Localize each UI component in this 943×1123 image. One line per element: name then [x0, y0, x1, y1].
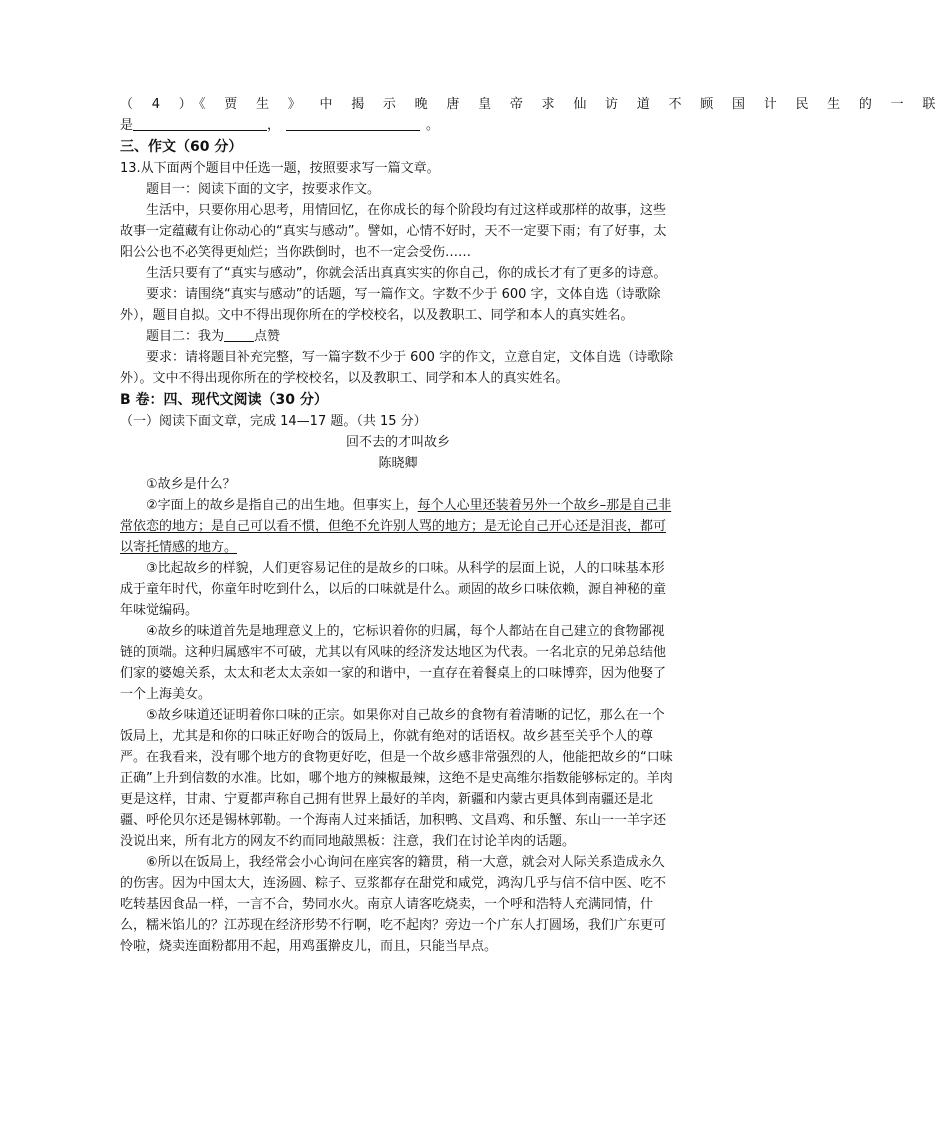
article-paragraph-1: ①故乡是什么？ — [146, 477, 236, 492]
topic2-title-end: 点赞 — [254, 329, 281, 344]
underlined-sentence: 每个人心里还装着另外一个故乡–那是自己非常依恋的地方；是自己可以看不惯，但绝不允许别人骂的地方；是无论自己开心还是泪丧，都可以寄托情感的地方。 — [120, 498, 672, 555]
q4-prefix: 是 — [120, 118, 134, 133]
topic2-requirement: 要求：请将题目补充完整，写一篇字数不少于 600 字的作文，立意自定，文体自选（诗歌除外）。文中不得出现你所在的学校校名，以及教职工、同学和本人的真实姓名。 — [120, 350, 674, 386]
reading-intro: （一）阅读下面文章，完成 14—17 题。（共 15 分） — [120, 414, 427, 429]
answer-blank-1[interactable] — [133, 116, 267, 131]
article-paragraph-6: ⑥所以在饭局上，我经常会小心询问在座宾客的籍贯，稍一大意，就会对人际关系造成永久的伤害。因为中国太大，连汤圆、粽子、豆浆都存在甜党和咸党，鸿沟几乎与信不信中医、吃不吃转基因食品一样，一言不合，势同水火。南京人请客吃烧卖，一个呼和浩特人充满同情，什么，糯米馅儿的？江苏现在经济形势不行啊，吃不起肉？旁边一个广东人打圆场，我们广东更可怜啦，烧卖连面粉都用不起，用鸡蛋擀皮儿，而且，只能当早点。 — [120, 855, 667, 954]
q4-separator: ， — [267, 118, 281, 133]
article-paragraph-2 — [120, 495, 676, 558]
topic1-title: 题目一：阅读下面的文字，按要求作文。 — [146, 182, 381, 197]
topic1-paragraph-2: 生活只要有了“真实与感动”，你就会活出真真实实的你自己，你的成长才有了更多的诗意。 — [146, 266, 667, 281]
article-paragraph-4: ④故乡的味道首先是地理意义上的，它标识着你的归属，每个人都站在自己建立的食物鄙视链的顶端。这种归属感牢不可破，尤其以有风味的经济发达地区为代表。一名北京的兄弟总结他们家的婆媳关系，太太和老太太亲如一家的和谐中，一直存在着餐桌上的口味博弈，因为他娶了一个上海美女。 — [120, 624, 667, 702]
section-heading-reading: B 卷：四、现代文阅读（30 分） — [120, 392, 328, 408]
topic1-requirement: 要求：请围绕“真实与感动”的话题，写一篇作文。字数不少于 600 字，文体自选（诗歌除外），题目自拟。文中不得出现你所在的学校校名，以及教职工、同学和本人的真实姓名。 — [120, 287, 661, 323]
topic2-title — [120, 326, 676, 347]
topic2-title-start: 题目二：我为 — [146, 329, 225, 344]
paragraph-2-text: ②字面上的故乡是指自己的出生地。但事实上， — [146, 498, 418, 513]
topic1-paragraph-1: 生活中，只要你用心思考，用情回忆，在你成长的每个阶段均有过这样或那样的故事，这些故事一定蕴藏有让你动心的“真实与感动”。譬如，心情不好时，天不一定要下雨；有了好事，太阳公公也不必笑得更灿烂；当你跌倒时，也不一定会受伤…… — [120, 203, 667, 260]
q4-end: 。 — [426, 118, 440, 133]
article-title: 回不去的才叫故乡 — [345, 435, 450, 450]
section-heading-composition: 三、作文（60 分） — [120, 139, 243, 155]
answer-blank-2[interactable] — [286, 116, 420, 131]
article-paragraph-5: ⑤故乡味道还证明着你口味的正宗。如果你对自己故乡的食物有着清晰的记忆，那么在一个饭局上，尤其是和你的口味正好吻合的饭局上，你就有绝对的话语权。故乡甚至关乎个人的尊严。在我看来，没有哪个地方的食物更好吃，但是一个故乡感非常强烈的人，他能把故乡的“口味正确”上升到信数的水准。比如，哪个地方的辣椒最辣，这绝不是史高维尔指数能够标定的。羊肉更是这样，甘肃、宁夏都声称自己拥有世界上最好的羊肉，新疆和内蒙古更具体到南疆还是北疆、呼伦贝尔还是锡林郭勒。一个海南人过来插话，加积鸭、文昌鸡、和乐蟹、东山一一羊字还没说出来，所有北方的网友不约而同地敲黑板：注意，我们在讨论羊肉的话题。 — [120, 708, 673, 849]
q13-instruction: 13.从下面两个题目中任选一题，按照要求写一篇文章。 — [120, 161, 440, 176]
topic2-blank[interactable] — [224, 327, 254, 342]
exam-page — [120, 94, 943, 957]
q4-line: （ 4 ）《 贾 生 》 中 揭 示 晚 唐 皇 帝 求 仙 访 道 不 顾 国 计 民 生 的 一 联 — [120, 97, 943, 112]
article-paragraph-3: ③比起故乡的样貌，人们更容易记住的是故乡的口味。从科学的层面上说，人的口味基本形成于童年时代，你童年时吃到什么，以后的口味就是什么。顽固的故乡口味依赖，源自神秘的童年味觉编码。 — [120, 561, 667, 618]
q4-answer-line — [120, 115, 676, 136]
article-author: 陈晓卿 — [378, 456, 418, 471]
